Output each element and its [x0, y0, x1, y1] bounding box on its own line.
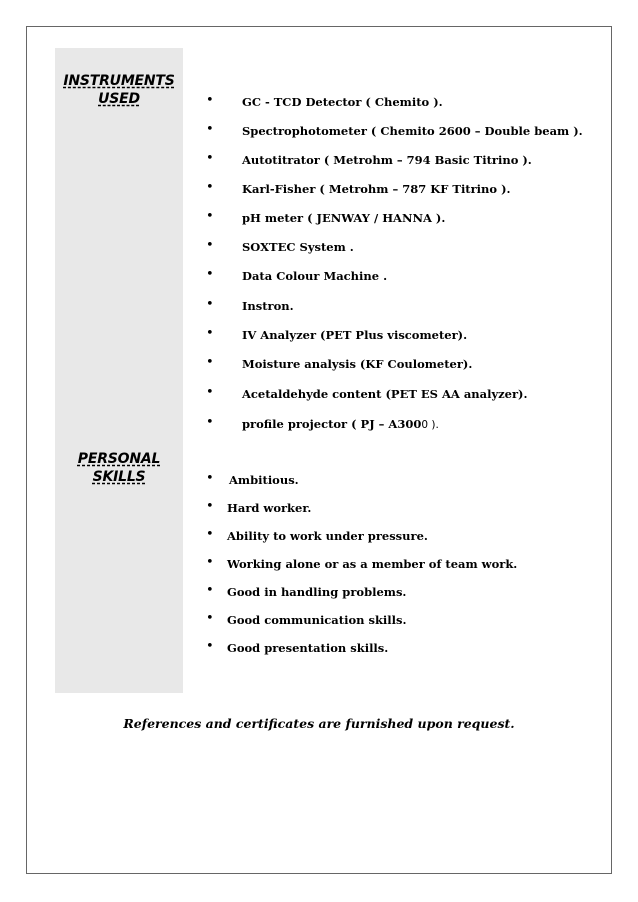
- instrument-item: pH meter ( JENWAY / HANNA ).: [242, 211, 446, 225]
- bullet-icon: •: [206, 267, 214, 282]
- bullet-icon: •: [206, 122, 214, 137]
- skill-item: Good communication skills.: [227, 613, 407, 627]
- skill-item: Ambitious.: [229, 473, 299, 487]
- instrument-item: Moisture analysis (KF Coulometer).: [242, 357, 473, 371]
- skill-item: Ability to work under pressure.: [227, 529, 428, 543]
- bullet-icon: •: [206, 209, 214, 224]
- bullet-icon: •: [206, 93, 214, 108]
- instrument-item: Acetaldehyde content (PET ES AA analyzer).: [242, 387, 528, 401]
- references-note: References and certificates are furnished upon request.: [123, 716, 515, 731]
- bullet-icon: •: [206, 527, 214, 542]
- bullet-icon: •: [206, 238, 214, 253]
- bullet-icon: •: [206, 611, 214, 626]
- skill-item: Hard worker.: [227, 501, 312, 515]
- personal-skills-heading: PERSONAL SKILLS: [77, 451, 161, 485]
- skill-item: Working alone or as a member of team work.: [227, 557, 518, 571]
- sidebar-panel: [55, 48, 183, 693]
- instrument-item: Spectrophotometer ( Chemito 2600 – Double beam ).: [242, 124, 583, 138]
- bullet-icon: •: [206, 151, 214, 166]
- instrument-item: SOXTEC System .: [242, 240, 354, 254]
- bullet-icon: •: [206, 385, 214, 400]
- skill-item: Good in handling problems.: [227, 585, 407, 599]
- instrument-item: IV Analyzer (PET Plus viscometer).: [242, 328, 468, 342]
- bullet-icon: •: [206, 297, 214, 312]
- bullet-icon: •: [206, 180, 214, 195]
- instrument-item: Karl-Fisher ( Metrohm – 787 KF Titrino ).: [242, 182, 511, 196]
- bullet-icon: •: [206, 326, 214, 341]
- instrument-item: GC - TCD Detector ( Chemito ).: [242, 95, 443, 109]
- bullet-icon: •: [206, 355, 214, 370]
- bullet-icon: •: [206, 583, 214, 598]
- skill-item: Good presentation skills.: [227, 641, 389, 655]
- instrument-item: Instron.: [242, 299, 294, 313]
- bullet-icon: •: [206, 499, 214, 514]
- instrument-item: Autotitrator ( Metrohm – 794 Basic Titrino ).: [242, 153, 532, 167]
- instruments-heading: INSTRUMENTS USED: [63, 73, 175, 107]
- instrument-item: profile projector ( PJ – A3000 ).: [242, 417, 439, 431]
- bullet-icon: •: [206, 639, 214, 654]
- bullet-icon: •: [206, 415, 214, 430]
- instrument-item: Data Colour Machine .: [242, 269, 388, 283]
- bullet-icon: •: [206, 555, 214, 570]
- bullet-icon: •: [206, 471, 214, 486]
